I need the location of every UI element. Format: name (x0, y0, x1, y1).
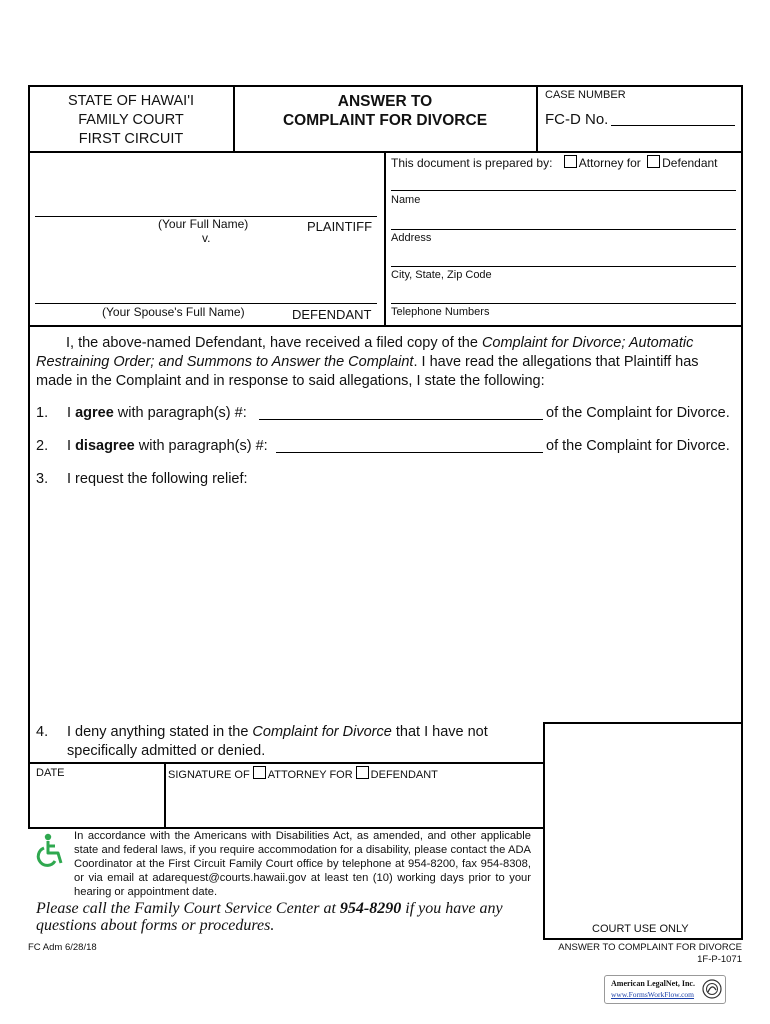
item1-label: I agree with paragraph(s) #: (67, 405, 247, 421)
case-number-prefix: FC-D No. (545, 111, 609, 128)
attorney-option-label: Attorney for (578, 156, 641, 170)
item3-label: I request the following relief: (67, 471, 248, 487)
publisher-logo-icon (702, 979, 722, 999)
address-field[interactable] (391, 229, 736, 230)
relief-text-area[interactable] (67, 494, 735, 710)
plaintiff-role: PLAINTIFF (307, 219, 373, 234)
court-use-top (543, 722, 742, 724)
sig-defendant-label: DEFENDANT (370, 769, 438, 781)
court-use-left (543, 722, 545, 940)
date-label: DATE (36, 767, 65, 779)
service-center-note: Please call the Family Court Service Center at 954-8290 if you have any questions about forms or procedures. (36, 900, 503, 934)
frame-top (28, 85, 742, 87)
item4-text: I deny anything stated in the Complaint for Divorce that I have not specifically admitted or denied. (67, 724, 488, 759)
title-line2: COMPLAINT FOR DIVORCE (282, 112, 488, 129)
publisher-url[interactable]: www.FormsWorkFlow.com (611, 990, 695, 999)
court-name (30, 92, 232, 149)
frame-right (741, 85, 743, 940)
city-label: City, State, Zip Code (391, 269, 492, 281)
name-label: Name (391, 194, 421, 206)
court-line2: FAMILY COURT (78, 112, 184, 128)
item1-number: 1. (36, 405, 49, 421)
court-line3: FIRST CIRCUIT (78, 131, 184, 147)
defendant-name-label: (Your Spouse's Full Name) (102, 305, 245, 319)
versus-label: v. (202, 231, 211, 245)
footer-doc-title: ANSWER TO COMPLAINT FOR DIVORCE (558, 942, 742, 953)
caption-div (384, 151, 386, 326)
footer-doc-code: 1F-P-1071 (697, 954, 742, 965)
item2-suffix: of the Complaint for Divorce. (546, 438, 730, 454)
attorney-checkbox[interactable] (564, 155, 577, 168)
city-field[interactable] (391, 266, 736, 267)
signature-field[interactable] (166, 780, 542, 825)
case-number-label: CASE NUMBER (545, 89, 626, 101)
caption-bottom (28, 325, 742, 327)
name-field[interactable] (391, 190, 736, 191)
court-use-bottom (543, 938, 742, 940)
item2-number: 2. (36, 438, 49, 454)
frame-left-top (28, 85, 30, 763)
ada-notice: In accordance with the Americans with Disabilities Act, as amended, and other applicable state and federal laws, if you require accommodation for a disability, please contact the ADA Coordinator at the First Circuit Family Court office by telephone at 954-8200, fax 954-8308, or via email at adarequest@courts.hawaii.gov at least ten (10) working days prior to your hearing or appointment date. (74, 830, 531, 898)
court-use-only-label: COURT USE ONLY (592, 923, 689, 935)
item4-number: 4. (36, 724, 49, 740)
form-id: FC Adm 6/28/18 (28, 942, 97, 953)
agree-paragraphs-field[interactable] (259, 419, 543, 420)
wheelchair-icon (33, 833, 67, 869)
defendant-role: DEFENDANT (292, 307, 372, 322)
sig-defendant-checkbox[interactable] (356, 766, 369, 779)
header-div2 (536, 85, 538, 152)
prepared-by-row (391, 155, 718, 170)
plaintiff-name-label: (Your Full Name) (158, 217, 249, 231)
date-field[interactable] (30, 780, 162, 825)
item3-number: 3. (36, 471, 49, 487)
signature-top (28, 762, 544, 764)
signature-label-row (168, 766, 438, 781)
telephone-field[interactable] (391, 303, 736, 304)
header-div1 (233, 85, 235, 152)
item2-label: I disagree with paragraph(s) #: (67, 438, 268, 454)
prepared-by-label: This document is prepared by: (391, 156, 553, 170)
sig-attorney-label: ATTORNEY FOR (267, 769, 353, 781)
sig-attorney-checkbox[interactable] (253, 766, 266, 779)
defendant-checkbox[interactable] (647, 155, 660, 168)
publisher-badge[interactable] (604, 975, 726, 1004)
address-label: Address (391, 232, 432, 244)
publisher-name: American LegalNet, Inc. (611, 979, 695, 988)
case-number-field[interactable] (611, 125, 735, 126)
title-line1: ANSWER TO (337, 93, 433, 110)
disagree-paragraphs-field[interactable] (276, 452, 543, 453)
signature-label: SIGNATURE OF (168, 769, 250, 781)
item1-suffix: of the Complaint for Divorce. (546, 405, 730, 421)
defendant-name-field[interactable] (35, 303, 377, 304)
telephone-label: Telephone Numbers (391, 306, 490, 318)
defendant-option-label: Defendant (662, 156, 718, 170)
document-title (236, 92, 534, 130)
court-line1: STATE OF HAWAI'I (67, 93, 195, 109)
intro-paragraph: I, the above-named Defendant, have received a filed copy of the Complaint for Divorce; Automatic Restraining Order; and Summons to Answer the Complaint. I have read the allegations that Plaintiff has made in the Complaint and in response to said allegations, I state the following: (36, 335, 699, 389)
